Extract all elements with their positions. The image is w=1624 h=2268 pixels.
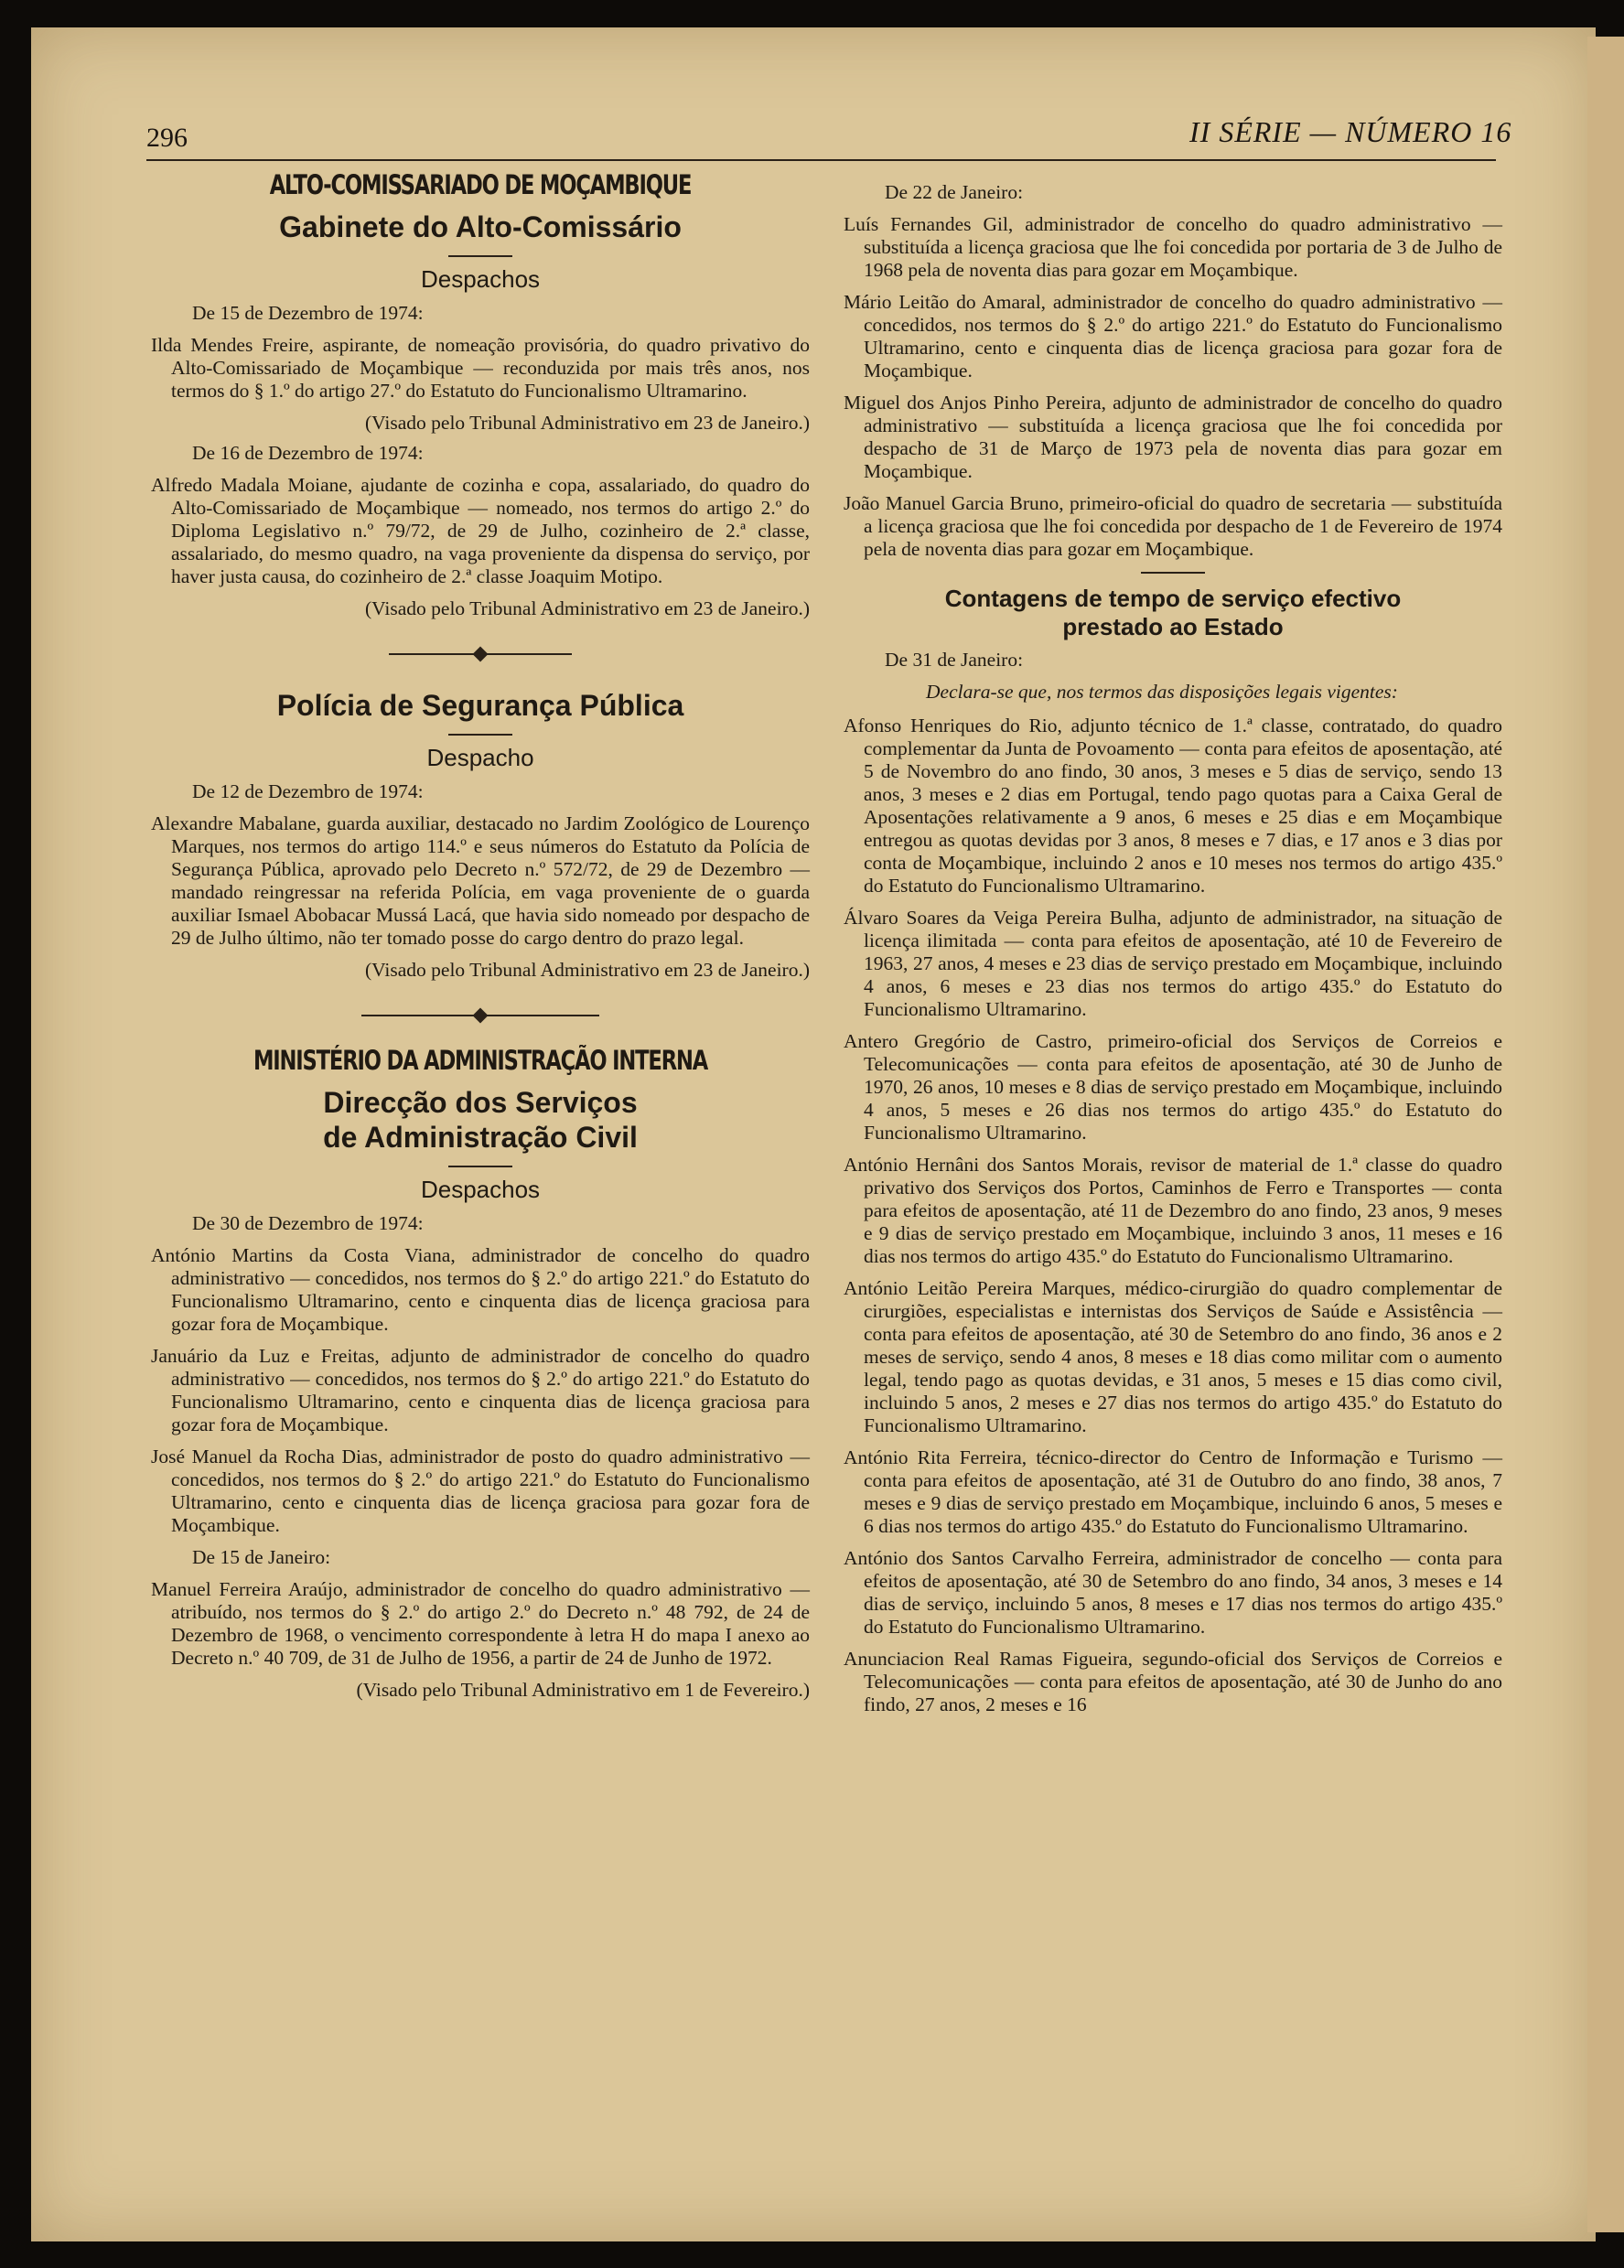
department-heading: Gabinete do Alto-Comissário xyxy=(279,210,682,243)
header-rule xyxy=(146,159,1496,161)
dispatch-date: De 16 de Dezembro de 1974: xyxy=(192,442,424,464)
section-heading: Despachos xyxy=(420,265,541,293)
section-heading: Despacho xyxy=(426,744,534,771)
dispatch-paragraph: Januário da Luz e Freitas, adjunto de administrador de concelho do quadro administrativo — concedidos, nos termos do § 2.º do artigo 221.º do Estatuto do Funcionalismo Ultramarino, cento e cinquenta dias de licença graciosa para gozar fora de Moçambique. xyxy=(151,1345,810,1435)
service-count-paragraph: Anunciacion Real Ramas Figueira, segundo-oficial dos Serviços de Correios e Telecomunicações — conta para efeitos de aposentação, até 30 de Junho do ano findo, 27 anos, 2 meses e 16 xyxy=(844,1648,1502,1715)
visa-note: (Visado pelo Tribunal Administrativo em 23 de Janeiro.) xyxy=(365,959,810,981)
service-count-paragraph: António Leitão Pereira Marques, médico-cirurgião do quadro complementar de cirurgiões, especialistas e internistas dos Serviços de Saúde e Assistência — conta para efeitos de aposentação, até 30 de Setembro do ano findo, 36 anos e 2 meses de serviço, sendo 4 anos, 8 meses e 18 dias como militar com o aumento legal, tendo pago as quotas devidas, e 31 anos, 5 meses e 15 dias como civil, incluindo 5 anos, 2 meses e 27 dias nos termos do artigo 435.º do Estatuto do Funcionalismo Ultramarino. xyxy=(844,1277,1502,1436)
dispatch-date: De 15 de Janeiro: xyxy=(192,1546,331,1568)
service-count-paragraph: António Hernâni dos Santos Morais, revisor de material de 1.ª classe do quadro privativo dos Serviços dos Portos, Caminhos de Ferro e Transportes — conta para efeitos de aposentação, até 11 de Dezembro do ano findo, 23 anos, 9 meses e 9 dias de serviço prestado em Moçambique, incluindo 3 anos, 11 meses e 16 dias nos termos do artigo 435.º do Estatuto do Funcionalismo Ultramarino. xyxy=(844,1154,1502,1267)
dispatch-date: De 12 de Dezembro de 1974: xyxy=(192,780,424,802)
left-column xyxy=(151,169,810,1709)
right-column xyxy=(844,174,1502,1725)
section-rule xyxy=(448,255,512,257)
department-heading: Direcção dos Serviços xyxy=(323,1086,638,1119)
dispatch-date: De 31 de Janeiro: xyxy=(885,649,1024,671)
service-count-paragraph: Afonso Henriques do Rio, adjunto técnico de 1.ª classe, contratado, do quadro complementar da Junta de Povoamento — conta para efeitos de aposentação, até 5 de Novembro do ano findo, 30 anos, 3 meses e 5 dias de serviço, sendo 13 anos, 3 meses e 2 dias em Portugal, tendo pago quotas para a Caixa Geral de Aposentações relativamente a 9 anos, 6 meses e 25 dias e em Moçambique entregou as quotas devidas por 3 anos, 8 meses e 7 dias, e 17 anos e 3 dias por conta de Moçambique, incluindo 2 anos e 10 meses nos termos do artigo 435.º do Estatuto do Funcionalismo Ultramarino. xyxy=(844,715,1502,897)
dispatch-paragraph: João Manuel Garcia Bruno, primeiro-oficial do quadro de secretaria — substituída a licença graciosa que lhe foi concedida por despacho de 1 de Fevereiro de 1974 pela de noventa dias para gozar em Moçambique. xyxy=(844,492,1502,560)
institution-heading: ALTO-COMISSARIADO DE MOÇAMBIQUE xyxy=(269,169,692,200)
dispatch-paragraph: Alfredo Madala Moiane, ajudante de cozinha e copa, assalariado, do quadro do Alto-Comissariado de Moçambique — nomeado, nos termos do artigo 2.º do Diploma Legislativo n.º 79/72, de 29 de Julho, cozinheiro de 2.ª classe, assalariado, do mesmo quadro, na vaga proveniente da dispensa do serviço, por haver justa causa, do cozinheiro de 2.ª classe Joaquim Motipo. xyxy=(151,474,810,587)
section-rule xyxy=(1141,572,1205,574)
next-page-edge xyxy=(1587,37,1624,2232)
service-count-paragraph: António dos Santos Carvalho Ferreira, administrador de concelho — conta para efeitos de aposentação, até 30 de Setembro do ano findo, 34 anos, 3 meses e 14 dias de serviço, incluindo 5 anos, 8 meses e 17 dias nos termos do artigo 435.º do Estatuto do Funcionalismo Ultramarino. xyxy=(844,1547,1502,1638)
section-ornament xyxy=(361,1002,599,1029)
section-heading: Despachos xyxy=(420,1176,541,1203)
institution-heading: MINISTÉRIO DA ADMINISTRAÇÃO INTERNA xyxy=(253,1045,708,1076)
service-count-paragraph: Antero Gregório de Castro, primeiro-oficial dos Serviços de Correios e Telecomunicações — conta para efeitos de aposentação, até 30 de Junho de 1970, 26 anos, 10 meses e 8 dias de serviço prestado em Moçambique, incluindo 4 anos, 5 meses e 26 dias nos termos do artigo 435.º do Estatuto do Funcionalismo Ultramarino. xyxy=(844,1030,1502,1144)
dispatch-paragraph: Ilda Mendes Freire, aspirante, de nomeação provisória, do quadro privativo do Alto-Comissariado de Moçambique — reconduzida por mais três anos, nos termos do § 1.º do artigo 27.º do Estatuto do Funcionalismo Ultramarino. xyxy=(151,334,810,402)
dispatch-date: De 22 de Janeiro: xyxy=(885,181,1024,203)
dispatch-paragraph: José Manuel da Rocha Dias, administrador de posto do quadro administrativo — concedidos, nos termos do § 2.º do artigo 221.º do Estatuto do Funcionalismo Ultramarino, cento e cinquenta dias de licença graciosa para gozar fora de Moçambique. xyxy=(151,1446,810,1536)
dispatch-date: De 30 de Dezembro de 1974: xyxy=(192,1212,424,1234)
visa-note: (Visado pelo Tribunal Administrativo em 1 de Fevereiro.) xyxy=(356,1679,810,1701)
department-heading: de Administração Civil xyxy=(323,1121,638,1154)
series-number: II SÉRIE — NÚMERO 16 xyxy=(1189,115,1512,148)
dispatch-paragraph: Alexandre Mabalane, guarda auxiliar, destacado no Jardim Zoológico de Lourenço Marques, nos termos do artigo 114.º e seus números do Estatuto da Polícia de Segurança Pública, aprovado pelo Decreto n.º 572/72, de 29 de Dezembro — mandado reingressar na referida Polícia, em vaga proveniente de o guarda auxiliar Ismael Abobacar Mussá Lacá, que havia sido nomeado por despacho de 29 de Julho último, não ter tomado posse do cargo dentro do prazo legal. xyxy=(151,812,810,949)
section-ornament xyxy=(389,640,572,668)
department-heading: Contagens de tempo de serviço efectivo xyxy=(944,585,1402,612)
declaration-intro: Declara-se que, nos termos das disposições legais vigentes: xyxy=(926,681,1398,703)
visa-note: (Visado pelo Tribunal Administrativo em 23 de Janeiro.) xyxy=(365,597,810,619)
service-count-paragraph: Álvaro Soares da Veiga Pereira Bulha, adjunto de administrador, na situação de licença ilimitada — conta para efeitos de aposentação, até 10 de Fevereiro de 1963, 27 anos, 4 meses e 23 dias de serviço prestado em Moçambique, incluindo 4 anos, 6 meses e 23 dias nos termos do artigo 435.º do Estatuto do Funcionalismo Ultramarino. xyxy=(844,907,1502,1020)
service-count-paragraph: António Rita Ferreira, técnico-director do Centro de Informação e Turismo — conta para efeitos de aposentação, até 31 de Outubro do ano findo, 38 anos, 7 meses e 9 dias de serviço prestado em Moçambique, incluindo 6 anos, 5 meses e 6 dias nos termos do artigo 435.º do Estatuto do Funcionalismo Ultramarino. xyxy=(844,1446,1502,1537)
dispatch-paragraph: Manuel Ferreira Araújo, administrador de concelho do quadro administrativo — atribuído, nos termos do § 2.º do artigo 2.º do Decreto n.º 48 792, de 24 de Dezembro de 1968, o vencimento correspondente à letra H do mapa I anexo ao Decreto n.º 40 709, de 31 de Julho de 1956, a partir de 24 de Junho de 1972. xyxy=(151,1578,810,1669)
department-heading: Polícia de Segurança Pública xyxy=(276,689,684,722)
section-rule xyxy=(448,1166,512,1167)
section-rule xyxy=(448,734,512,736)
dispatch-paragraph: Mário Leitão do Amaral, administrador de concelho do quadro administrativo — concedidos, nos termos do § 2.º do artigo 221.º do Estatuto do Funcionalismo Ultramarino, cento e cinquenta dias de licença graciosa para gozar fora de Moçambique. xyxy=(844,291,1502,382)
dispatch-paragraph: António Martins da Costa Viana, administrador de concelho do quadro administrativo — concedidos, nos termos do § 2.º do artigo 221.º do Estatuto do Funcionalismo Ultramarino, cento e cinquenta dias de licença graciosa para gozar fora de Moçambique. xyxy=(151,1244,810,1335)
dispatch-date: De 15 de Dezembro de 1974: xyxy=(192,302,424,324)
page-number: 296 xyxy=(146,123,188,153)
visa-note: (Visado pelo Tribunal Administrativo em 23 de Janeiro.) xyxy=(365,412,810,434)
dispatch-paragraph: Miguel dos Anjos Pinho Pereira, adjunto de administrador de concelho do quadro administrativo — substituída a licença graciosa que lhe foi concedida por despacho de 31 de Março de 1973 pela de noventa dias para gozar em Moçambique. xyxy=(844,392,1502,482)
department-heading: prestado ao Estado xyxy=(1062,613,1284,640)
dispatch-paragraph: Luís Fernandes Gil, administrador de concelho do quadro administrativo — substituída a licença graciosa que lhe foi concedida por portaria de 3 de Julho de 1968 pela de noventa dias para gozar em Moçambique. xyxy=(844,213,1502,281)
